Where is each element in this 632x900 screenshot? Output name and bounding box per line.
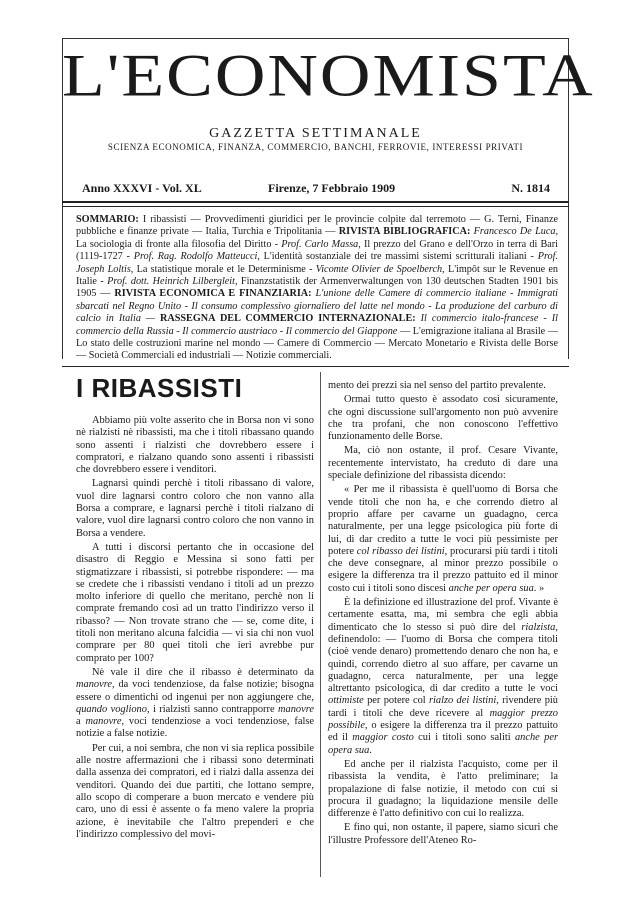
article-paragraph: A tutti i discorsi pertanto che in occasione del disastro di Reggio e Messina si sono fatti per stigmatizzare i ribassisti, si potrebbe rispondere: — ma se credete che i ribassisti vendano i titoli ad un prezzo molto inferiore di quello che meritano, perchè non li comprate fremando così ad un tratto l'indirizzo verso il ribasso? — Non trovate strano che — se, come dite, i titoli non meritano alcuna falcidia — vi sia chi non vuol comprare per 80 quei titoli che ieri avrebbe pur comprato per 100?: [76, 541, 314, 664]
article-column-left: [76, 373, 314, 843]
emphasis: anche per opera sua: [448, 582, 534, 594]
summary-text: , La statistique morale et le Determinisme -: [130, 263, 313, 275]
text: , definendolo: — l'uomo di Borsa che compera titoli (cioè vende denaro) promettendo denaro che non ha, e quindi, correndo dietro al suo affare, per cavarne un guadagno, cerca naturalmente, per una legge altrettanto psicologica, di dar credito a tutte le voci: [328, 621, 558, 695]
text: È la definizione ed illustrazione del prof. Vivante è certamente esatta, ma, mi sembra che egli abbia dimenticato che lo stesso si può dire del: [328, 597, 558, 633]
summary-heading-rivista-economica: RIVISTA ECONOMICA E FINANZIARIA:: [114, 288, 312, 300]
emphasis: anche per opera sua: [328, 732, 558, 756]
text: . »: [533, 582, 545, 594]
text: .: [369, 744, 372, 756]
emphasis: col ribasso dei listini: [356, 545, 445, 557]
issue-line: [82, 181, 550, 199]
issue-date: Firenze, 7 Febbraio 1909: [268, 181, 396, 195]
summary-rule: [62, 366, 569, 367]
summary-author: Prof. Joseph Loltis: [76, 251, 558, 275]
article-paragraph: Abbiamo più volte asserito che in Borsa non vi sono nè rialzisti nè ribassisti, ma che i titoli ribassano quando sono assenti i rialzisti che dovrebbero essere i compratori, e rialzano quando sono assenti i ribassisti che dovrebbero essere i venditori.: [76, 415, 314, 476]
summary-author: Francesco De Luca: [473, 226, 556, 238]
emphasis: maggior costo: [352, 732, 414, 744]
emphasis: ottimiste: [328, 695, 364, 707]
article-paragraph: E fino qui, non ostante, il papere, siamo sicuri che l'illustre Professore dell'Ateneo Ro-: [328, 822, 558, 846]
text: , voci tendenziose a voci tendenziose, false notizie a false notizie.: [76, 716, 314, 740]
text: , i rialzisti sanno contrapporre: [146, 703, 278, 715]
summary-label: SOMMARIO:: [76, 214, 139, 225]
article-title: I RIBASSISTI: [76, 373, 243, 403]
issue-volume: Anno XXXVI - Vol. XL: [82, 181, 202, 195]
text: « Per me il ribassista è quell'uomo di Borsa che vende titoli che non ha, e che correndo dietro al proprio affare per cavarne un guadagno, cerca naturalmente, per una legge psicologica più forte di lui, di dar credito a tutte le voci più pessimiste per potere: [328, 484, 558, 557]
summary-heading-bibliografica: RIVISTA BIBLIOGRAFICA:: [338, 226, 471, 238]
article-paragraph: [76, 667, 314, 741]
emphasis: rialzista: [521, 621, 556, 633]
summary-author: Vicomte Olivier de Spoelberch: [315, 263, 443, 275]
text: , da voci tendenziose, da false notizie; bisogna essere o dimentichi od ingenui per non aggiungere che,: [76, 679, 314, 703]
summary: [76, 214, 558, 363]
summary-text: , Il prezzo del Grano e dell'Orzo in terra di Bari (1119-1727 -: [76, 238, 558, 263]
summary-author: Prof. dott. Heinrich Lilbergleit: [107, 276, 235, 288]
article-paragraph: Lagnarsi quindi perchè i titoli ribassano di valore, vuol dire lagnarsi contro coloro che non vanno alla Borsa a comprare, e lagnarsi perchè i titoli rialzano di valore, vuol dire lagnarsi contro coloro che non vanno in Borsa a vendere.: [76, 478, 314, 539]
summary-text: , Finanzstatistik der Armenverwaltungen von 130 deutschen Stadten 1901 bis 1905 —: [76, 276, 558, 300]
issue-number: N. 1814: [511, 181, 550, 195]
summary-author: Prof. Carlo Massa: [281, 238, 359, 250]
masthead-title: L'ECONOMISTA: [62, 43, 595, 110]
text: a: [76, 716, 86, 728]
emphasis: manovre: [76, 679, 112, 691]
text: , o esigere la differenza tra il prezzo pattuito ed il: [328, 720, 558, 744]
article-paragraph: mento dei prezzi sia nel senso del partito prevalente.: [328, 380, 546, 391]
emphasis: quando vogliono: [76, 703, 147, 715]
text: , procurarsi più tardi i titoli che deve consegnare, al minor prezzo possibile o esigere la differenza tra il prezzo pattuito ed il minor costo cui i titoli sono discesi: [328, 545, 558, 594]
summary-text: , La sociologia di fronte alla filosofia del Diritto -: [76, 226, 559, 250]
article-paragraph: Ed anche per il rialzista l'acquisto, come per il ribassista la vendita, è l'atto preliminare; la propalazione di false notizie, il metodo con cui si procura il guadagno; la liquidazione mensile delle differenze è l'atto definitivo con cui lo realizza.: [328, 758, 558, 820]
text: Nè vale il dire che il ribasso è determinato da: [92, 666, 314, 678]
article-paragraph: Per cui, a noi sembra, che non vi sia replica possibile alle nostre affermazioni che i ribassi sono determinati dalla assenza dei compratori, ed i rialzi dalla assenza dei venditori. Quando dei due partiti, che lottano sempre, allo scopo di comperare a buon mercato e vendere più caro, uno di essi è assente o fa meno valere la propria azione, è inevitabile che l'altro prependeri e che l'indirizzo complessivo del movi-: [76, 742, 314, 840]
article-quote: [328, 484, 558, 595]
emphasis: manovre: [85, 716, 122, 728]
text: per potere col: [363, 695, 429, 707]
summary-author: Prof. Rag. Rodolfo Matteucci: [133, 251, 258, 263]
summary-text-4: Il commercio italo-francese - Il commercio della Russia - Il commercio austriaco - Il commercio del Giappone: [76, 313, 559, 337]
masthead-subtitle: GAZZETTA SETTIMANALE: [209, 126, 422, 141]
emphasis: maggior prezzo possibile: [328, 707, 558, 732]
article-paragraph: [328, 597, 558, 757]
summary-text: , L'impôt sur le Revenue en Italie -: [76, 263, 558, 288]
masthead-subjects: SCIENZA ECONOMICA, FINANZA, COMMERCIO, BANCHI, FERROVIE, INTERESSI PRIVATI: [107, 142, 524, 152]
summary-text-3: L'unione delle Camere di commercio italiane - Immigrati sbarcati nel Regno Unito - Il consumo complessivo giornaliero del latte nel mondo - La produzione del carburo di calcio in Italia —: [76, 288, 559, 325]
column-divider: [320, 372, 321, 877]
emphasis: manovre: [278, 703, 314, 715]
summary-text: , L'identità sostanziale dei tre massimi sistemi scritturali italiani -: [257, 251, 534, 263]
header-rule: [62, 201, 569, 207]
text: , rivendere più tardi i titoli che deve ricevere al: [328, 695, 558, 719]
summary-heading-rassegna: RASSEGNA DEL COMMERCIO INTERNAZIONALE:: [160, 313, 416, 325]
emphasis: rialzo dei listini: [428, 695, 497, 707]
article-column-right: [328, 380, 558, 849]
summary-text-5: — L'emigrazione italiana al Brasile — Lo stato delle costruzioni marine nel mondo — Camere di Commercio — Mercato Monetario e Rivista delle Borse — Società Commerciali ed industriali — Notizie commerciali.: [76, 325, 559, 362]
summary-text-1: I ribassisti — Provvedimenti giuridici per le provincie colpite dal terremoto — G. Terni, Finanze pubbliche e finanze private — Italia, Turchia e Tripolitania —: [76, 214, 558, 238]
article-paragraph: Ormai tutto questo è assodato così sicuramente, che ogni discussione sull'argomento non può avvenire che tra profani, che non conoscono l'effettivo funzionamento delle Borse.: [328, 394, 558, 443]
article-paragraph: Ma, ciò non ostante, il prof. Cesare Vivante, recentemente intervistato, ha creduto di dare una speciale definizione del ribassista dicendo:: [328, 445, 558, 482]
text: cui i titoli sono saliti: [413, 732, 515, 744]
